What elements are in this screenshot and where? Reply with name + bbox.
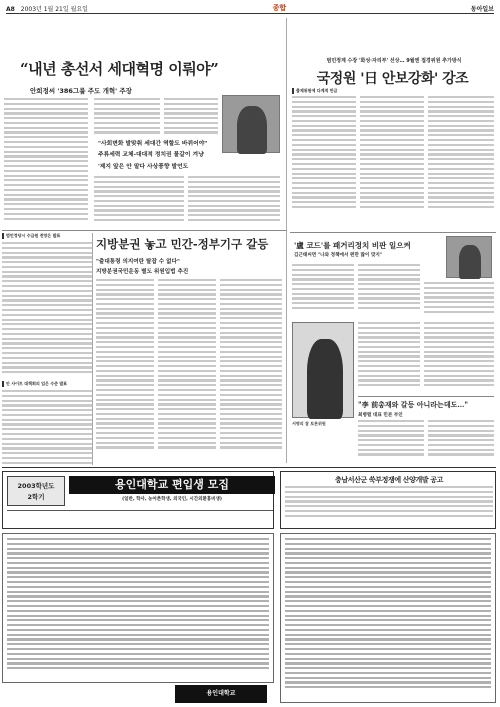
right-mid-body-column-4: [358, 322, 420, 394]
right-lower-subhead: 최병렬 대표 민본 부인: [358, 413, 403, 418]
ad-divider: [2, 467, 496, 468]
paper-name: 동아일보: [470, 5, 494, 13]
page-number-and-date: [6, 4, 88, 13]
ad-year-badge: [7, 476, 65, 506]
right-kicker: 범민정계 수장 '화성·자리부' 선상… 9월엔 접경위원 추가방식: [326, 58, 462, 64]
sidebar-divider: [92, 233, 93, 465]
section-name: 종합: [272, 4, 287, 12]
notice-title: 충남서산군 쑥부정쟁에 산양개발 공고: [335, 476, 443, 484]
middle-body-column-2: [158, 279, 216, 465]
section-divider: [358, 396, 494, 397]
right-mid-body-column-1: [292, 264, 354, 318]
right-body-column-2: [360, 96, 424, 226]
section-divider: [2, 230, 286, 231]
right-lower-body-column-2: [428, 420, 494, 464]
lead-pull-quote-3: '제지 앞은 안 말다 사상풍향 발언도: [98, 164, 189, 170]
section-divider: [290, 232, 496, 233]
sidebar-body-1: [2, 242, 92, 378]
right-mid-body-column-3: [424, 282, 494, 318]
masthead-bar: [6, 3, 494, 14]
notice-table-rows: [281, 534, 495, 696]
right-lower-body-column-1: [358, 420, 424, 464]
ad-year: 2003학년도: [17, 482, 55, 490]
middle-body-column-3: [220, 279, 282, 465]
person-silhouette: [459, 245, 481, 279]
ad-term: 2학기: [27, 493, 45, 501]
lead-body-column-2: [94, 98, 160, 138]
middle-subhead-1: "출대통령 의지여란 탈잡 수 없다": [96, 259, 180, 265]
right-mid-subhead: 김근태씨면 "나와 정책에서 편만 많이 맞지": [294, 253, 383, 258]
public-notice-ad: [280, 471, 496, 529]
lead-body-column-3: [164, 98, 218, 138]
university-logo: 용인대학교: [175, 685, 267, 703]
ad-title: 용인대학교 편입생 모집: [69, 476, 275, 494]
right-mid-headline: '盧 코드'를 패거리정치 비판 일으켜: [294, 241, 411, 250]
right-mid-body-column-2: [358, 264, 420, 318]
right-lower-headline: "李 前총재와 갈등 아니라는데도…": [358, 400, 468, 409]
lead-pull-quote-2: 주류세력 교체-대대적 정치권 물갈이 겨냥: [98, 152, 204, 158]
ad-table-rows: [3, 534, 273, 676]
right-headline: 국정원 '日 안보강화' 강조: [316, 71, 469, 87]
left-sidebar: [2, 233, 92, 472]
right-section-label: 출제위원에 다계적 만급: [292, 88, 337, 94]
sidebar-label: 범민정당시 수급원 전망은 발표: [2, 233, 92, 239]
lead-body-column-5: [188, 176, 280, 230]
ad-fields: (일반, 학사, 농어촌학생, 외국인, 시간외환홍비생): [122, 497, 222, 502]
column-divider: [286, 18, 287, 463]
right-body-column-1: [292, 96, 356, 226]
sidebar-label-2: 안 사이트 대책회의 업은 수준 발표: [2, 381, 92, 387]
publication-date: 2003년 1월 21일 월요일: [20, 5, 88, 13]
notice-header-text: [285, 486, 493, 526]
person-silhouette: [307, 339, 343, 419]
lead-body-column-1: [4, 98, 88, 226]
middle-subhead-2: 지방분권국민운동 별도 위원입법 추진: [96, 269, 189, 275]
sidebar-body-2: [2, 390, 92, 472]
middle-headline: 지방분권 놓고 민간-정부기구 갈등: [96, 237, 269, 251]
notice-detail-table: [280, 533, 496, 703]
right-mid-portrait: [446, 236, 492, 278]
news-photo-person: [292, 322, 354, 418]
university-ad: [2, 471, 274, 529]
right-body-column-3: [428, 96, 494, 226]
ad-body-strip: [7, 510, 273, 528]
lead-headline: “내년 총선서 세대혁명 이뤄야”: [20, 60, 219, 78]
lead-pull-quote-1: "사회변화 발맞춰 세대간 역할도 바뀌어야": [98, 141, 208, 147]
news-photo-caption: 서명의 참 토론위원: [292, 421, 326, 426]
page-number: A8: [6, 5, 15, 13]
lead-body-column-4: [94, 176, 184, 230]
ad-detail-table: [2, 533, 274, 683]
middle-body-column-1: [96, 279, 154, 465]
lead-subhead: 안희정씨 '386그룹 주도 개혁' 주장: [30, 87, 132, 95]
right-mid-body-column-5: [424, 322, 494, 394]
